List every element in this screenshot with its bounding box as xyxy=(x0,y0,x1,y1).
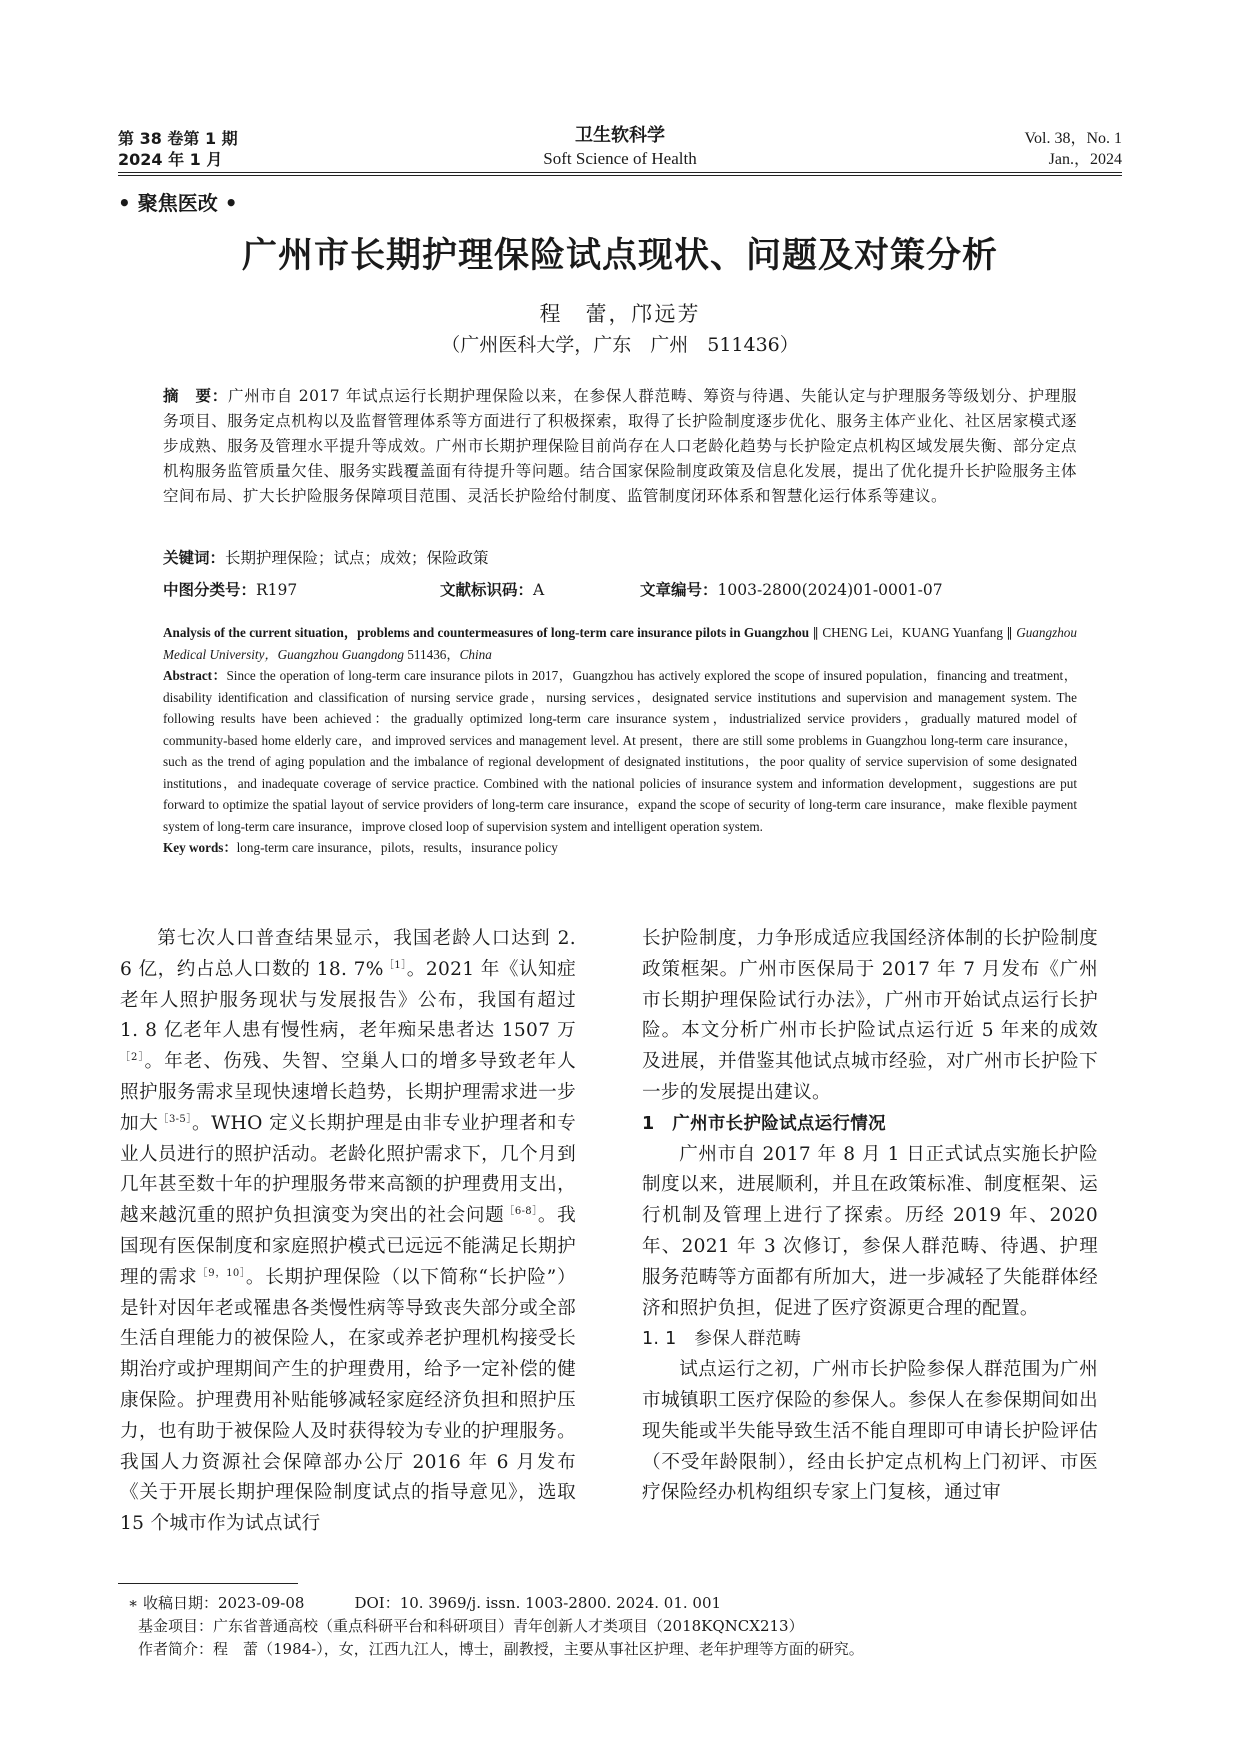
english-title-line xyxy=(163,622,1077,665)
doc-value: A xyxy=(533,581,545,599)
english-abstract xyxy=(163,622,1077,859)
header-rule-thin xyxy=(118,175,1122,176)
intro-continuation: 长护险制度，力争形成适应我国经济体制的长护险制度政策框架。广州市医保局于 2017 年 7 月发布《广州市长期护理保险试行办法》，广州市开始试点运行长护险。本文分析广州市长护险试点运行近 5 年来的成效及进展，并借鉴其他试点城市经验，对广州市长护险下一步的发展提出建议。 xyxy=(642,928,1098,1103)
journal-name-en: Soft Science of Health xyxy=(543,149,697,168)
doi[interactable]: DOI：10. 3969/j. issn. 1003-2800. 2024. 01. 001 xyxy=(354,1594,722,1612)
english-abstract-body xyxy=(163,665,1077,837)
abstract-zh-text: 广州市自 2017 年试点运行长期护理保险以来，在参保人群范畴、筹资与待遇、失能认定与护理服务等级划分、护理服务项目、服务定点机构以及监督管理体系等方面进行了积极探索，取得了长护险制度逐步优化、服务主体产业化、社区居家模式逐步成熟、服务及管理水平提升等成效。广州市长期护理保险目前尚存在人口老龄化趋势与长护险定点机构区域发展失衡、部分定点机构服务监管质量欠佳、服务实践覆盖面有待提升等问题。结合国家保险制度政策及信息化发展，提出了优化提升长护险服务主体空间布局、扩大长护险服务保障项目范围、灵活长护险给付制度、监管制度闭环体系和智慧化运行体系等建议。 xyxy=(163,387,1077,505)
footnotes xyxy=(128,1592,864,1661)
english-abstract-text: Since the operation of long-term care insurance pilots in 2017，Guangzhou has actively explored the scope of insured population，financing and treatment，disability identification and classification of nursing service grade，nursing services，designated service institutions and supervision and management system. The following results have been achieved：the gradually optimized long-term care insurance system，industrialized service providers，gradually matured model of community-based home elderly care，and improved services and management level. At present，there are still some problems in Guangzhou long-term care insurance，such as the trend of aging population and the imbalance of regional development of designated institutions，the poor quality of service supervision of some designated institutions，and inadequate coverage of service practice. Combined with the national policies of insurance system and information development，suggestions are put forward to optimize the spatial layout of service providers of long-term care insurance，expand the scope of security of long-term care insurance，make flexible payment system of long-term care insurance，improve closed loop of supervision system and intelligent operation system. xyxy=(163,668,1077,834)
body-column-left xyxy=(120,924,576,1540)
footnote-rule xyxy=(118,1583,298,1584)
english-postcode: 511436， xyxy=(404,646,460,662)
citation-2[interactable]: ［2］ xyxy=(120,1052,145,1063)
english-abstract-label: Abstract： xyxy=(163,668,227,683)
author-info: 作者简介：程 蕾（1984-），女，江西九江人，博士，副教授，主要从事社区护理、老年护理等方面的研究。 xyxy=(138,1640,864,1658)
citation-1[interactable]: ［1］ xyxy=(383,959,407,971)
english-keywords-label: Key words： xyxy=(163,840,237,855)
column-tag: • 聚焦医改 • xyxy=(118,191,238,215)
journal-name-zh: 卫生软科学 xyxy=(575,125,665,146)
issue-date-en: Jan.，2024 xyxy=(1048,151,1122,168)
doc-code xyxy=(440,578,544,600)
abstract-zh-label: 摘 要： xyxy=(163,387,229,405)
clc-label: 中图分类号： xyxy=(163,581,257,599)
header-rule xyxy=(118,172,1122,173)
english-affiliation: Guangzhou Medical University，Guangzhou Guangdong xyxy=(163,625,1077,662)
volume-issue: 第 38 卷第 1 期 xyxy=(118,129,238,148)
article-affiliation: （广州医科大学，广东 广州 511436） xyxy=(441,334,799,356)
english-authors: ∥ CHENG Lei，KUANG Yuanfang ∥ xyxy=(809,625,1017,640)
received-date-line xyxy=(128,1592,864,1615)
doc-label: 文献标识码： xyxy=(440,581,534,599)
article-number xyxy=(640,578,943,600)
subsection-heading-1-1: 1. 1 参保人群范畴 xyxy=(642,1329,802,1350)
issue-date: 2024 年 1 月 xyxy=(118,150,223,169)
issue-info-en xyxy=(1025,128,1123,170)
citation-3-5[interactable]: ［3-5］ xyxy=(158,1113,192,1125)
clc-number xyxy=(163,578,297,600)
article-number-value: 1003-2800(2024)01-0001-07 xyxy=(717,581,943,599)
issue-info xyxy=(118,128,238,170)
volume-issue-en: Vol. 38，No. 1 xyxy=(1024,130,1122,147)
citation-9-10[interactable]: ［9，10］ xyxy=(197,1267,246,1279)
received-date: ∗ 收稿日期：2023-09-08 xyxy=(128,1594,305,1612)
keywords-zh-label: 关键词： xyxy=(163,549,226,567)
intro-paragraph: 第七次人口普查结果显示，我国老龄人口达到 2. 6 亿，约占总人口数的 18. 7%$^{[1]}$。2021 年《认知症老年人照护服务现状与发展报告》公布，我国有超过 1. 8 亿老年人患有慢性病，老年痴呆患者达 1507 万$^{[2]}$。年老、伤残、失智、空巢人口的增多导致老年人照护服务需求呈现快速增长趋势，长期护理需求进一步加大$^{[3-5]}$。WHO 定义长期护理是由非专业护理者和专业人员进行的照护活动。老龄化照护需求下，几个月到几年甚至数十年的护理服务带来高额的护理费用支出，越来越沉重的照护负担演变为突出的社会问题$^{[6-8]}$。我国现有医保制度和家庭照护模式已远远不能满足长期护理的需求$^{[9,10]}$。长期护理保险（以下简称“长护险”）是针对因年老或罹患各类慢性病等导致丧失部分或全部生活自理能力的被保险人，在家或养老护理机构接受长期治疗或护理期间产生的护理费用，给予一定补偿的健康保险。护理费用补贴能够减轻家庭经济负担和照护压力，也有助于被保险人及时获得较为专业的护理服务。我国人力资源社会保障部办公厅 2016 年 6 月发布《关于开展长期护理保险制度试点的指导意见》，选取 15 个城市作为试点试行 xyxy=(120,928,577,1535)
keywords-zh xyxy=(163,546,489,568)
article-number-label: 文章编号： xyxy=(640,581,718,599)
english-keywords xyxy=(163,837,1077,859)
subsection-1-1-paragraph: 试点运行之初，广州市长护险参保人群范围为广州市城镇职工医疗保险的参保人。参保人在参保期间如出现失能或半失能导致生活不能自理即可申请长护险评估（不受年龄限制），经由长护定点机构上门初评、市医疗保险经办机构组织专家上门复核，通过审 xyxy=(642,1359,1098,1504)
abstract-zh xyxy=(163,384,1077,509)
article-title: 广州市长期护理保险试点现状、问题及对策分析 xyxy=(241,236,998,276)
article-authors: 程 蕾，邝远芳 xyxy=(539,302,701,326)
journal-name xyxy=(470,124,770,170)
english-country: China xyxy=(459,646,492,662)
body-column-right xyxy=(642,924,1098,1509)
english-title: Analysis of the current situation，problems and countermeasures of long-term care insurance pilots in Guangzhou xyxy=(163,625,810,640)
section-heading-1: 1 广州市长护险试点运行情况 xyxy=(642,1113,886,1134)
citation-6-8[interactable]: ［6-8］ xyxy=(504,1205,538,1217)
fund-info: 基金项目：广东省普通高校（重点科研平台和科研项目）青年创新人才类项目（2018KQNCX213） xyxy=(138,1617,804,1635)
english-keywords-text: long-term care insurance，pilots，results，insurance policy xyxy=(236,840,558,855)
clc-value: R197 xyxy=(256,581,298,599)
section-1-paragraph: 广州市自 2017 年 8 月 1 日正式试点实施长护险制度以来，进展顺利，并且在政策标准、制度框架、运行机制及管理上进行了探索。历经 2019 年、2020 年、2021 年 3 次修订，参保人群范畴、待遇、护理服务范畴等方面都有所加大，进一步减轻了失能群体经济和照护负担，促进了医疗资源更合理的配置。 xyxy=(642,1143,1098,1319)
keywords-zh-text: 长期护理保险；试点；成效；保险政策 xyxy=(225,549,489,567)
